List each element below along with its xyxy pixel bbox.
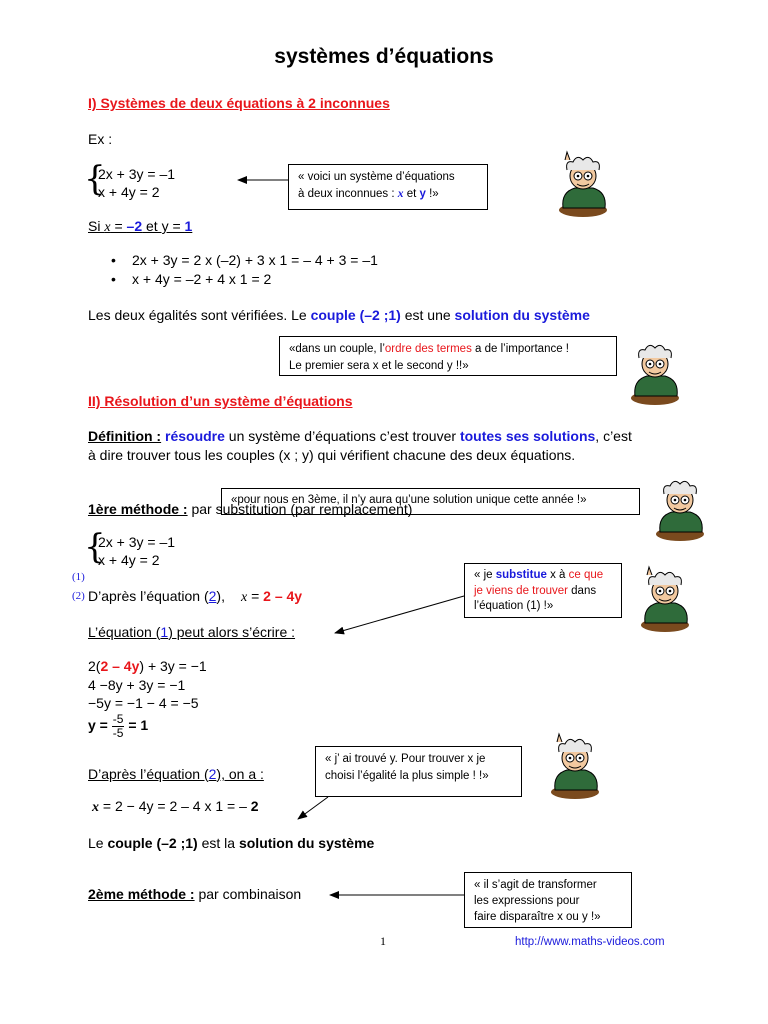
teacher-bubble-3: «pour nous en 3ème, il n’y aura qu’une solution unique cette année !»	[221, 488, 640, 515]
bubble-4-red: je viens de trouver	[474, 584, 568, 597]
system-2-eq2: x + 4y = 2	[98, 552, 160, 568]
verification-item-2: • x + 4y = –2 + 4 x 1 = 2	[132, 270, 378, 289]
si-eq: =	[110, 218, 127, 234]
section-1-heading: I) Systèmes de deux équations à 2 inconnues	[88, 95, 390, 111]
definition-resoudre: résoudre	[165, 428, 225, 444]
conclusion-1-solution: solution du système	[454, 307, 590, 323]
si-prefix: Si	[88, 218, 105, 234]
si-yval: 1	[184, 218, 193, 234]
bubble-6-line2: les expressions pour	[474, 895, 580, 908]
calc-4-y: y =	[88, 716, 108, 733]
conclusion-2-solution: solution du système	[238, 835, 375, 851]
calc-5-expr: = 2 − 4y = 2 – 4 x 1 = –	[99, 798, 251, 814]
bubble-1-et: et	[403, 188, 420, 201]
example-label: Ex :	[88, 131, 113, 147]
dapres-1-num: 2	[208, 588, 217, 604]
system-brace: {	[84, 159, 106, 199]
conclusion-1-prefix: Les deux égalités sont vérifiées. Le	[88, 307, 311, 323]
professor-icon	[625, 338, 685, 406]
definition-part1: un système d’équations c’est trouver	[224, 428, 460, 444]
bubble-4-ce-que: ce que	[568, 569, 604, 581]
dapres-1-value: 2 – 4y	[263, 588, 303, 604]
bubble-2-line2: Le premier sera x et le second y !!»	[289, 360, 469, 373]
calc-5-x: x	[92, 800, 99, 815]
conclusion-2-couple: couple (–2 ;1)	[107, 835, 198, 851]
bubble-4-mid: x à	[546, 569, 569, 581]
dapres-1-x: x	[240, 590, 248, 605]
bubble-2-ordre: ordre des termes	[384, 343, 472, 355]
system-brace-2: {	[84, 527, 106, 567]
calc-1-suffix: ) + 3y = −1	[139, 658, 207, 674]
bubble-1-text: à deux inconnues :	[298, 188, 398, 201]
conclusion-2-prefix: Le	[88, 835, 108, 851]
equation-label-2: (2)	[72, 590, 85, 602]
definition-part2: , c’est	[595, 428, 632, 444]
bubble-2-prefix: «dans un couple, l’	[289, 343, 385, 355]
conclusion-2-mid: est la	[197, 835, 239, 851]
section-2-heading: II) Résolution d’un système d’équations	[88, 393, 353, 409]
definition-label: Définition :	[88, 428, 162, 444]
calc-1-prefix: 2(	[88, 658, 101, 674]
dapres-1-suffix: ),	[216, 588, 225, 604]
bubble-4-dans: dans	[567, 584, 597, 597]
method-2-text: par combinaison	[194, 886, 302, 902]
method-1-label: 1ère méthode :	[88, 501, 188, 517]
calc-4-numerator: -5	[112, 712, 124, 726]
arrow-3	[298, 797, 328, 819]
page-number: 1	[380, 934, 386, 948]
equation-label-1: (1)	[72, 571, 85, 583]
arrow-2	[335, 596, 464, 633]
conclusion-1-couple: couple (–2 ;1)	[310, 307, 401, 323]
footer-link[interactable]: http://www.maths-videos.com	[515, 936, 665, 948]
dapres-1-prefix: D’après l’équation (	[88, 588, 209, 604]
definition-line2: à dire trouver tous les couples (x ; y) qui vérifient chacune des deux équations.	[88, 447, 576, 463]
calc-line-2: 4 −8y + 3y = −1	[88, 677, 186, 693]
dapres-1-eq: =	[247, 588, 264, 604]
si-xval: –2	[126, 218, 143, 234]
conclusion-1-mid: est une	[400, 307, 455, 323]
method-2-label: 2ème méthode :	[88, 886, 195, 902]
dapres-2-prefix: D’après l’équation (	[88, 766, 209, 782]
dapres-2-num: 2	[208, 766, 217, 782]
calc-4-denominator: -5	[112, 725, 124, 740]
calc-1-red: 2 – 4y	[100, 658, 140, 674]
calc-4-result: = 1	[128, 716, 149, 733]
bubble-5-line1: « j’ ai trouvé y. Pour trouver x je	[325, 753, 486, 765]
bubble-4-substitue: substitue	[495, 569, 547, 581]
calc-5-result: 2	[250, 798, 259, 814]
professor-icon	[553, 150, 613, 218]
bubble-2-suffix: a de l’importance !	[471, 343, 570, 355]
si-x: x	[104, 220, 111, 235]
calc-line-3: −5y = −1 − 4 = −5	[88, 695, 199, 711]
page-title: systèmes d’équations	[274, 45, 494, 68]
method-1-text: par substitution (par remplacement)	[187, 501, 413, 517]
verification-item-1: • 2x + 3y = 2 x (–2) + 3 x 1 = – 4 + 3 = –1	[132, 251, 378, 270]
equation-1-num: 1	[160, 624, 169, 640]
dapres-2-suffix: ), on a :	[216, 766, 264, 782]
bubble-1-var-x: x	[397, 188, 404, 201]
system-1-eq2: x + 4y = 2	[98, 184, 160, 200]
bubble-1-suffix: !»	[425, 188, 439, 201]
bubble-1-var-y: y	[419, 188, 426, 201]
bubble-4-prefix: « je	[474, 569, 496, 581]
system-2-eq1: 2x + 3y = –1	[98, 534, 176, 550]
bubble-6-line3: faire disparaître x ou y !»	[474, 911, 601, 924]
bubble-6-line1: « il s’agit de transformer	[474, 879, 597, 891]
si-mid: et y =	[142, 218, 185, 234]
bubble-5-line2: choisi l’égalité la plus simple ! !»	[325, 769, 489, 782]
professor-icon	[635, 565, 695, 633]
bubble-4-line3: l’équation (1) !»	[474, 600, 554, 613]
bubble-1-line1: « voici un système d’équations	[298, 171, 455, 183]
equation-1-prefix: L’équation (	[88, 624, 161, 640]
definition-toutes: toutes ses solutions	[459, 428, 596, 444]
equation-1-suffix: ) peut alors s’écrire :	[168, 624, 296, 640]
professor-icon	[650, 474, 710, 542]
system-1-eq1: 2x + 3y = –1	[98, 166, 176, 182]
professor-icon	[545, 732, 605, 800]
